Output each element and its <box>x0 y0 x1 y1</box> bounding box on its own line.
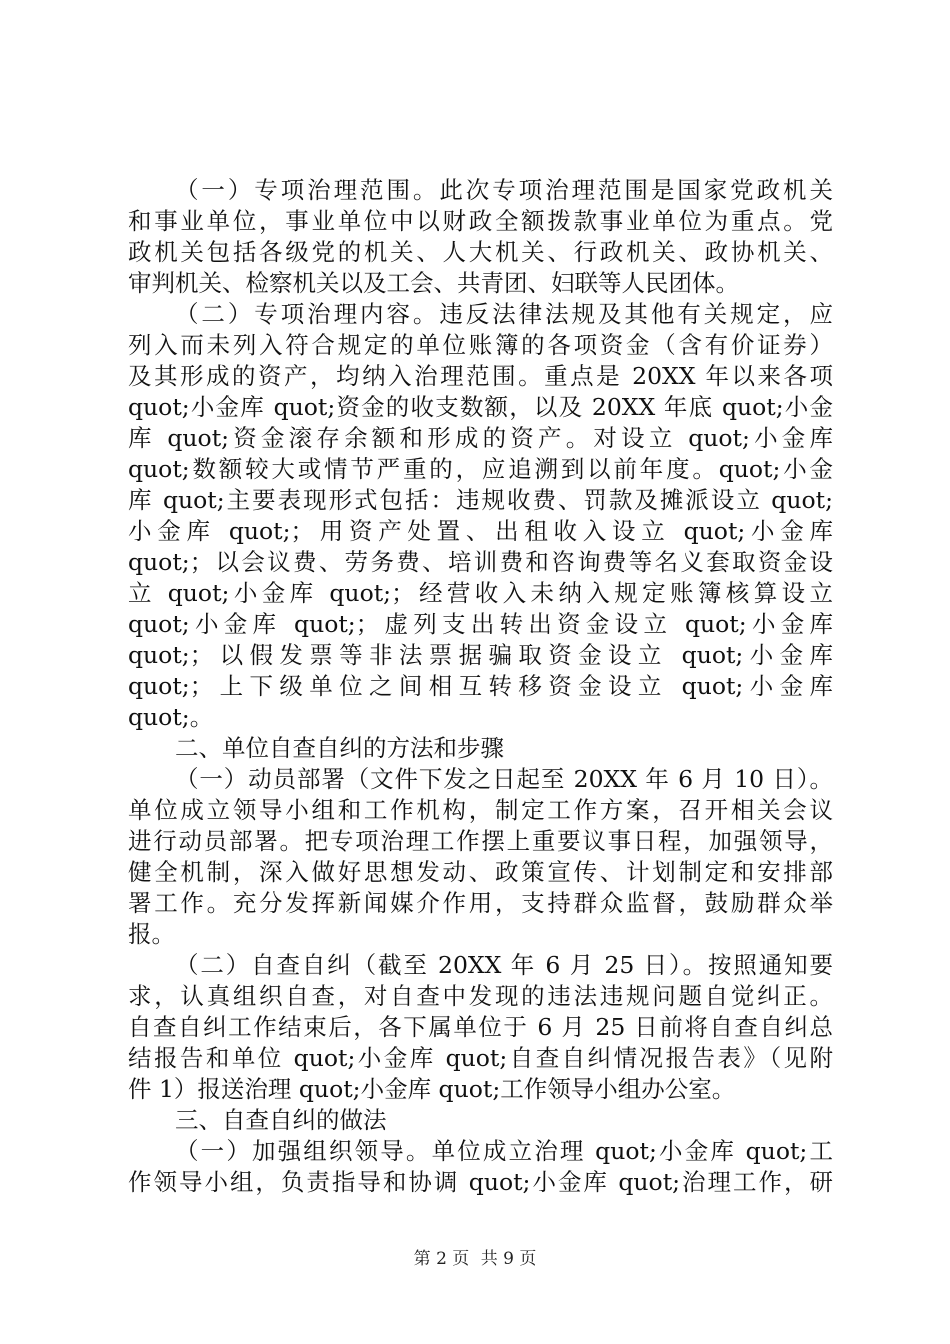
text-line: （一）加强组织领导。单位成立治理 quot;小金库 quot;工 <box>175 1137 833 1165</box>
text-line: 单位成立领导小组和工作机构，制定工作方案，召开相关会议 <box>128 796 833 824</box>
text-line: 库 quot;主要表现形式包括：违规收费、罚款及摊派设立 quot; <box>128 486 833 514</box>
text-line: 件 1）报送治理 quot;小金库 quot;工作领导小组办公室。 <box>128 1075 736 1103</box>
text-line: 署工作。充分发挥新闻媒介作用，支持群众监督，鼓励群众举 <box>128 889 833 917</box>
text-line: 库 quot;资金滚存余额和形成的资产。对设立 quot;小金库 <box>128 424 833 452</box>
text-line: quot;小金库 quot;资金的收支数额，以及 20XX 年底 quot;小金 <box>128 393 833 421</box>
text-line: quot;；以会议费、劳务费、培训费和咨询费等名义套取资金设 <box>128 548 833 576</box>
text-line: 三、自查自纠的做法 <box>175 1106 387 1134</box>
page-footer <box>0 1244 950 1269</box>
text-line: 作领导小组，负责指导和协调 quot;小金库 quot;治理工作，研 <box>128 1168 833 1196</box>
text-line: 政机关包括各级党的机关、人大机关、行政机关、政协机关、 <box>128 238 833 266</box>
text-line: 结报告和单位 quot;小金库 quot;自查自纠情况报告表》（见附 <box>128 1044 833 1072</box>
text-line: （二）自查自纠（截至 20XX 年 6 月 25 日）。按照通知要 <box>175 951 833 979</box>
text-line: （一）动员部署（文件下发之日起至 20XX 年 6 月 10 日）。 <box>175 765 833 793</box>
text-line: 二、单位自查自纠的方法和步骤 <box>175 734 504 762</box>
text-line: 健全机制，深入做好思想发动、政策宣传、计划制定和安排部 <box>128 858 833 886</box>
total-pages: 共 9 页 <box>480 1249 537 1269</box>
text-line: quot;小金库 quot;；虚列支出转出资金设立 quot;小金库 <box>128 610 833 638</box>
document-body <box>128 175 833 1198</box>
text-line: 及其形成的资产，均纳入治理范围。重点是 20XX 年以来各项 <box>128 362 833 390</box>
text-line: （二）专项治理内容。违反法律法规及其他有关规定，应 <box>175 300 833 328</box>
text-line: quot;数额较大或情节严重的，应追溯到以前年度。quot;小金 <box>128 455 833 483</box>
text-line: 列入而未列入符合规定的单位账簿的各项资金（含有价证券） <box>128 331 833 359</box>
text-line: 自查自纠工作结束后，各下属单位于 6 月 25 日前将自查自纠总 <box>128 1013 833 1041</box>
text-line: 审判机关、检察机关以及工会、共青团、妇联等人民团体。 <box>128 269 739 297</box>
text-line: 小金库 quot;；用资产处置、出租收入设立 quot;小金库 <box>128 517 833 545</box>
text-line: （一）专项治理范围。此次专项治理范围是国家党政机关 <box>175 176 833 204</box>
text-line: 立 quot;小金库 quot;；经营收入未纳入规定账簿核算设立 <box>128 579 833 607</box>
page-number: 第 2 页 <box>413 1249 470 1269</box>
text-line: 求，认真组织自查，对自查中发现的违法违规问题自觉纠正。 <box>128 982 833 1010</box>
text-line: 报。 <box>128 920 175 948</box>
text-line: quot;；上下级单位之间相互转移资金设立 quot;小金库 <box>128 672 833 700</box>
text-line: quot;；以假发票等非法票据骗取资金设立 quot;小金库 <box>128 641 833 669</box>
text-line: 进行动员部署。把专项治理工作摆上重要议事日程，加强领导， <box>128 827 833 855</box>
text-line: 和事业单位，事业单位中以财政全额拨款事业单位为重点。党 <box>128 207 833 235</box>
text-line: quot;。 <box>128 703 214 731</box>
